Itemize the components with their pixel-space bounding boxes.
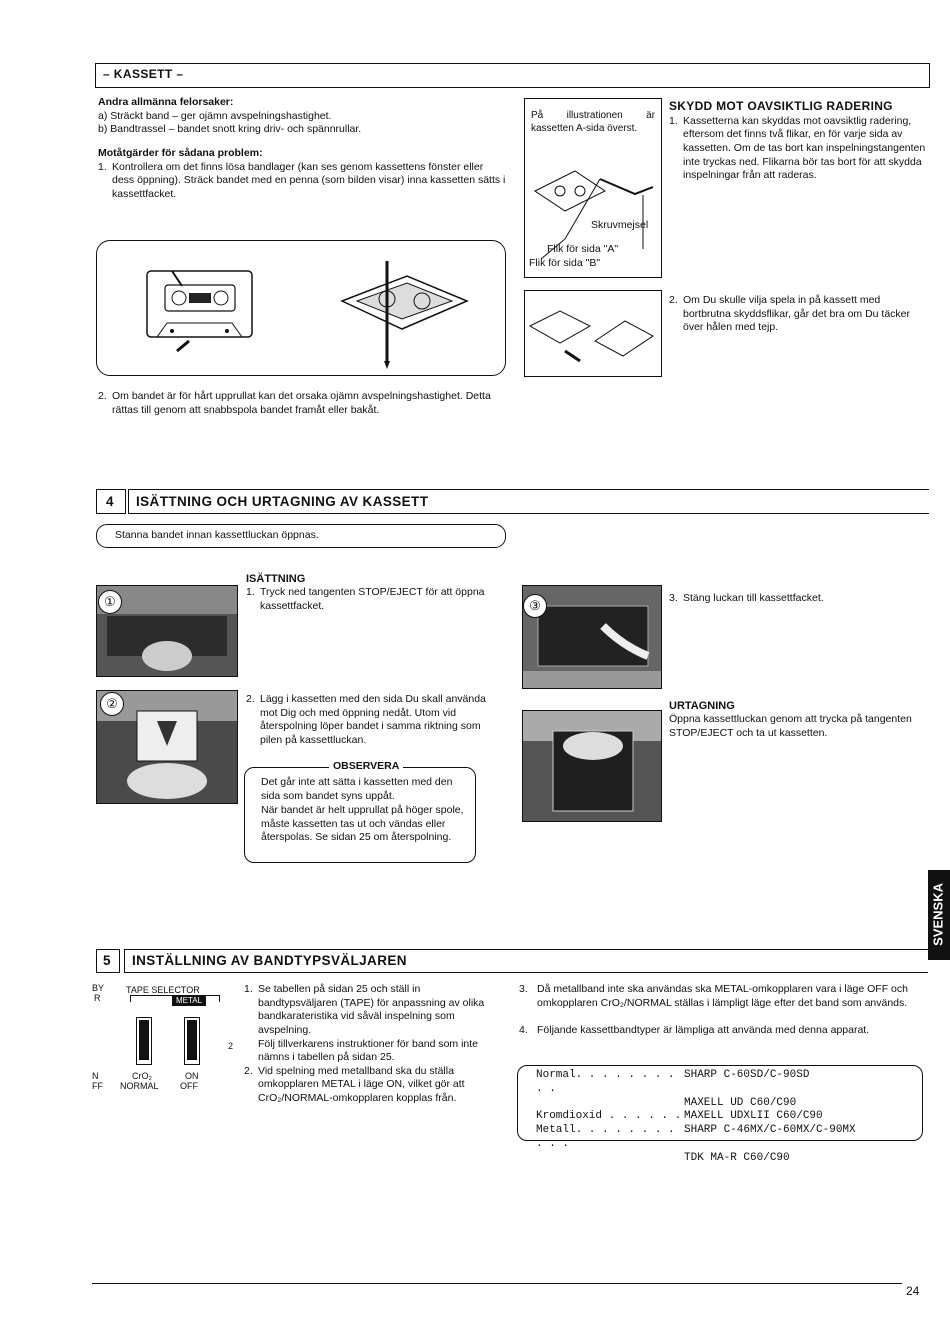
language-side-tab [928,870,950,960]
instr-1-num: 1. [244,983,253,995]
sec4-header: ISÄTTNING OCH URTAGNING AV KASSETT [136,494,429,509]
metal-switch [184,1017,200,1065]
tape-value: TDK MA-R C60/C90 [684,1151,790,1164]
step-2-text: Lägg i kassetten med den sida Du skall använda mot Dig och med öppning nedåt. Utom vid återspolning löper bandet i samma riktning som pilen på kassettluckan. [260,693,486,746]
measure-2-text: Om bandet är för hårt upprullat kan det orsaka ojämn avspelningshastighet. Detta rättas till genom att snabbspola bandet framåt eller bakåt. [112,390,491,416]
protect-2-num: 2. [669,294,678,306]
step-1 [246,586,504,613]
sec5-header: INSTÄLLNING AV BANDTYPSVÄLJAREN [132,953,407,968]
circle-3: ③ [523,594,547,618]
diag-on: ON [185,1071,199,1081]
cassette-drawing [97,241,505,375]
instr-1b: Följ tillverkarens instruktioner för band som inte nämns i tabellen på sidan 25. [258,1037,479,1064]
instr-4-text: Följande kassettbandtyper är lämpliga att använda med denna apparat. [537,1024,870,1037]
tape-value: SHARP C-60SD/C-90SD [684,1069,810,1081]
remove-text: Öppna kassettluckan genom att trycka på tangenten STOP/EJECT och ta ut kassetten. [669,713,912,739]
photo-remove-scene [523,711,661,821]
observe-2: När bandet är helt upprullat på höger spole, måste kassetten tas ut och vändas eller återspolas. Se sidan 25 om återspolning. [261,804,464,844]
fault-a: a) Sträckt band – ger ojämn avspelningshastighet. [98,109,332,122]
observe-1: Det går inte att sätta i kassetten med den sida som bandet syns uppåt. [261,776,453,802]
stop-note-box [96,524,506,548]
language-side-tab-text: SVENSKA [930,883,946,946]
measure-1-num: 1. [98,160,107,173]
diag-off: OFF [180,1081,198,1091]
circle-1: ① [98,590,122,614]
circle-2: ② [100,692,124,716]
measure-2-num: 2. [98,390,107,402]
observe-title: OBSERVERA [329,760,403,774]
measure-1 [98,161,508,202]
sec5-number: 5 [103,953,111,968]
tape-label [536,1097,684,1111]
step-3-num: 3. [669,592,678,604]
diag-n: N [92,1071,99,1081]
tape-value: MAXELL UDXLII C60/C90 [684,1110,823,1123]
flap-a-label: Flik för sida "A" [547,243,619,255]
tape-row [536,1124,856,1152]
diag-normal: NORMAL [120,1081,159,1091]
tape-row [536,1097,856,1111]
tape-cover-drawing [525,291,661,376]
diag-bracket [130,995,220,1002]
instr-3-num: 3. [519,983,528,995]
observe-box [244,760,476,863]
protect-1-text: Kassetterna kan skyddas mot oavsiktlig radering, eftersom det finns två flikar, en för varje sida av kassetten. Om de tas bort kan inspelningstangenten inte tryckas ned. Flikarna bör tas bort för att skydda inspelningar från att raderas. [683,114,926,182]
tape-row [536,1152,856,1166]
tape-row [536,1110,856,1124]
tape-types-table [536,1069,856,1165]
faults-title: Andra allmänna felorsaker: [98,96,234,108]
diag-cro2: CrO₂ [132,1071,152,1081]
measure-1-text: Kontrollera om det finns lösa bandlager (kan ses genom kassettens fönster eller dess öppning). Sträck bandet med en penna (som bilden visar) inna kassetten sätts i kassettfacket. [112,160,506,200]
step-1-num: 1. [246,586,255,599]
protect-1 [669,115,929,183]
step-3 [669,592,929,606]
diag-tape-selector: TAPE SELECTOR [126,985,200,995]
insert-title: ISÄTTNING [246,573,306,585]
faults-block [98,96,508,201]
step-2 [246,693,504,748]
cro2-switch [136,1017,152,1065]
diag-two: 2 [228,1041,234,1051]
sec5-right-text [519,983,927,1038]
diag-r: R [94,993,101,1003]
instr-2-text: Vid spelning med metallband ska du ställa omkopplaren METAL i läge ON, vilket gör att CrO₂/NORMAL-omkopplaren kopplas från. [258,1064,465,1105]
cassette-pencil-illustration [96,240,506,376]
protect-block [669,99,929,183]
tape-selector-diagram [92,983,234,1093]
sec5-left-text [244,983,502,1106]
tape-cover-illustration [524,290,662,377]
step-1-text: Tryck ned tangenten STOP/EJECT för att öppna kassettfacket. [260,586,485,612]
tape-value: SHARP C-46MX/C-60MX/C-90MX [684,1124,856,1136]
footer-rule [92,1283,902,1284]
tape-row [536,1069,856,1097]
remove-title: URTAGNING [669,700,735,712]
instr-2 [244,1065,502,1106]
flap-b-label: Flik för sida "B" [529,257,601,269]
tape-label: Kromdioxid . . . . . . [536,1110,682,1123]
instr-3-text: Då metallband inte ska användas ska METAL-omkopplaren vara i läge OFF och omkopplaren CrO₂/NORMAL ställas i lämpligt läge efter det band som används. [537,983,908,1009]
illustration-caption: På illustrationen är kassetten A-sida överst. [531,110,655,134]
protect-2-text: Om Du skulle vilja spela in på kassett med bortbrutna skyddsflikar, går det bra om Du täcker över hålen med tejp. [683,294,911,334]
kassett-header-box [95,63,930,88]
diag-by: BY [92,983,105,993]
instr-2-num: 2. [244,1064,253,1077]
fault-b: b) Bandtrassel – bandet snott kring driv- och spännrullar. [98,123,362,136]
measure-2 [98,390,506,417]
photo-remove [522,710,662,822]
diag-metal: METAL [172,996,206,1006]
tape-value: MAXELL UD C60/C90 [684,1096,797,1109]
tape-label: Metall. . . . . . . . . . . [536,1124,675,1150]
instr-1a: Se tabellen på sidan 25 och ställ in bandtypsväljaren (TAPE) för anpassning av olika bandkarateristika vid såväl inspelning som avspelning. [258,983,485,1036]
instr-3 [519,983,927,1010]
measures-title: Motåtgärder för sådana problem: [98,146,263,159]
page-number: 24 [906,1284,920,1298]
tape-label [536,1152,684,1166]
instr-1 [244,983,502,1065]
stop-note: Stanna bandet innan kassettluckan öppnas. [115,529,319,541]
tape-label: Normal. . . . . . . . . . [536,1069,675,1095]
kassett-header: – KASSETT – [103,67,184,81]
step-2-num: 2. [246,693,255,705]
instr-4-num: 4. [519,1024,528,1037]
diag-ff: FF [92,1081,103,1091]
step-3-text: Stäng luckan till kassettfacket. [683,592,824,604]
protect-1-num: 1. [669,114,678,127]
protect-title: SKYDD MOT OAVSIKTLIG RADERING [669,99,893,113]
protect-2 [669,294,929,335]
sec4-number: 4 [106,494,114,509]
remove-block [669,699,929,741]
tab-illustration-box [524,98,662,278]
insert-block [246,572,504,614]
screwdriver-label: Skruvmejsel [591,219,649,231]
instr-4 [519,1024,927,1038]
